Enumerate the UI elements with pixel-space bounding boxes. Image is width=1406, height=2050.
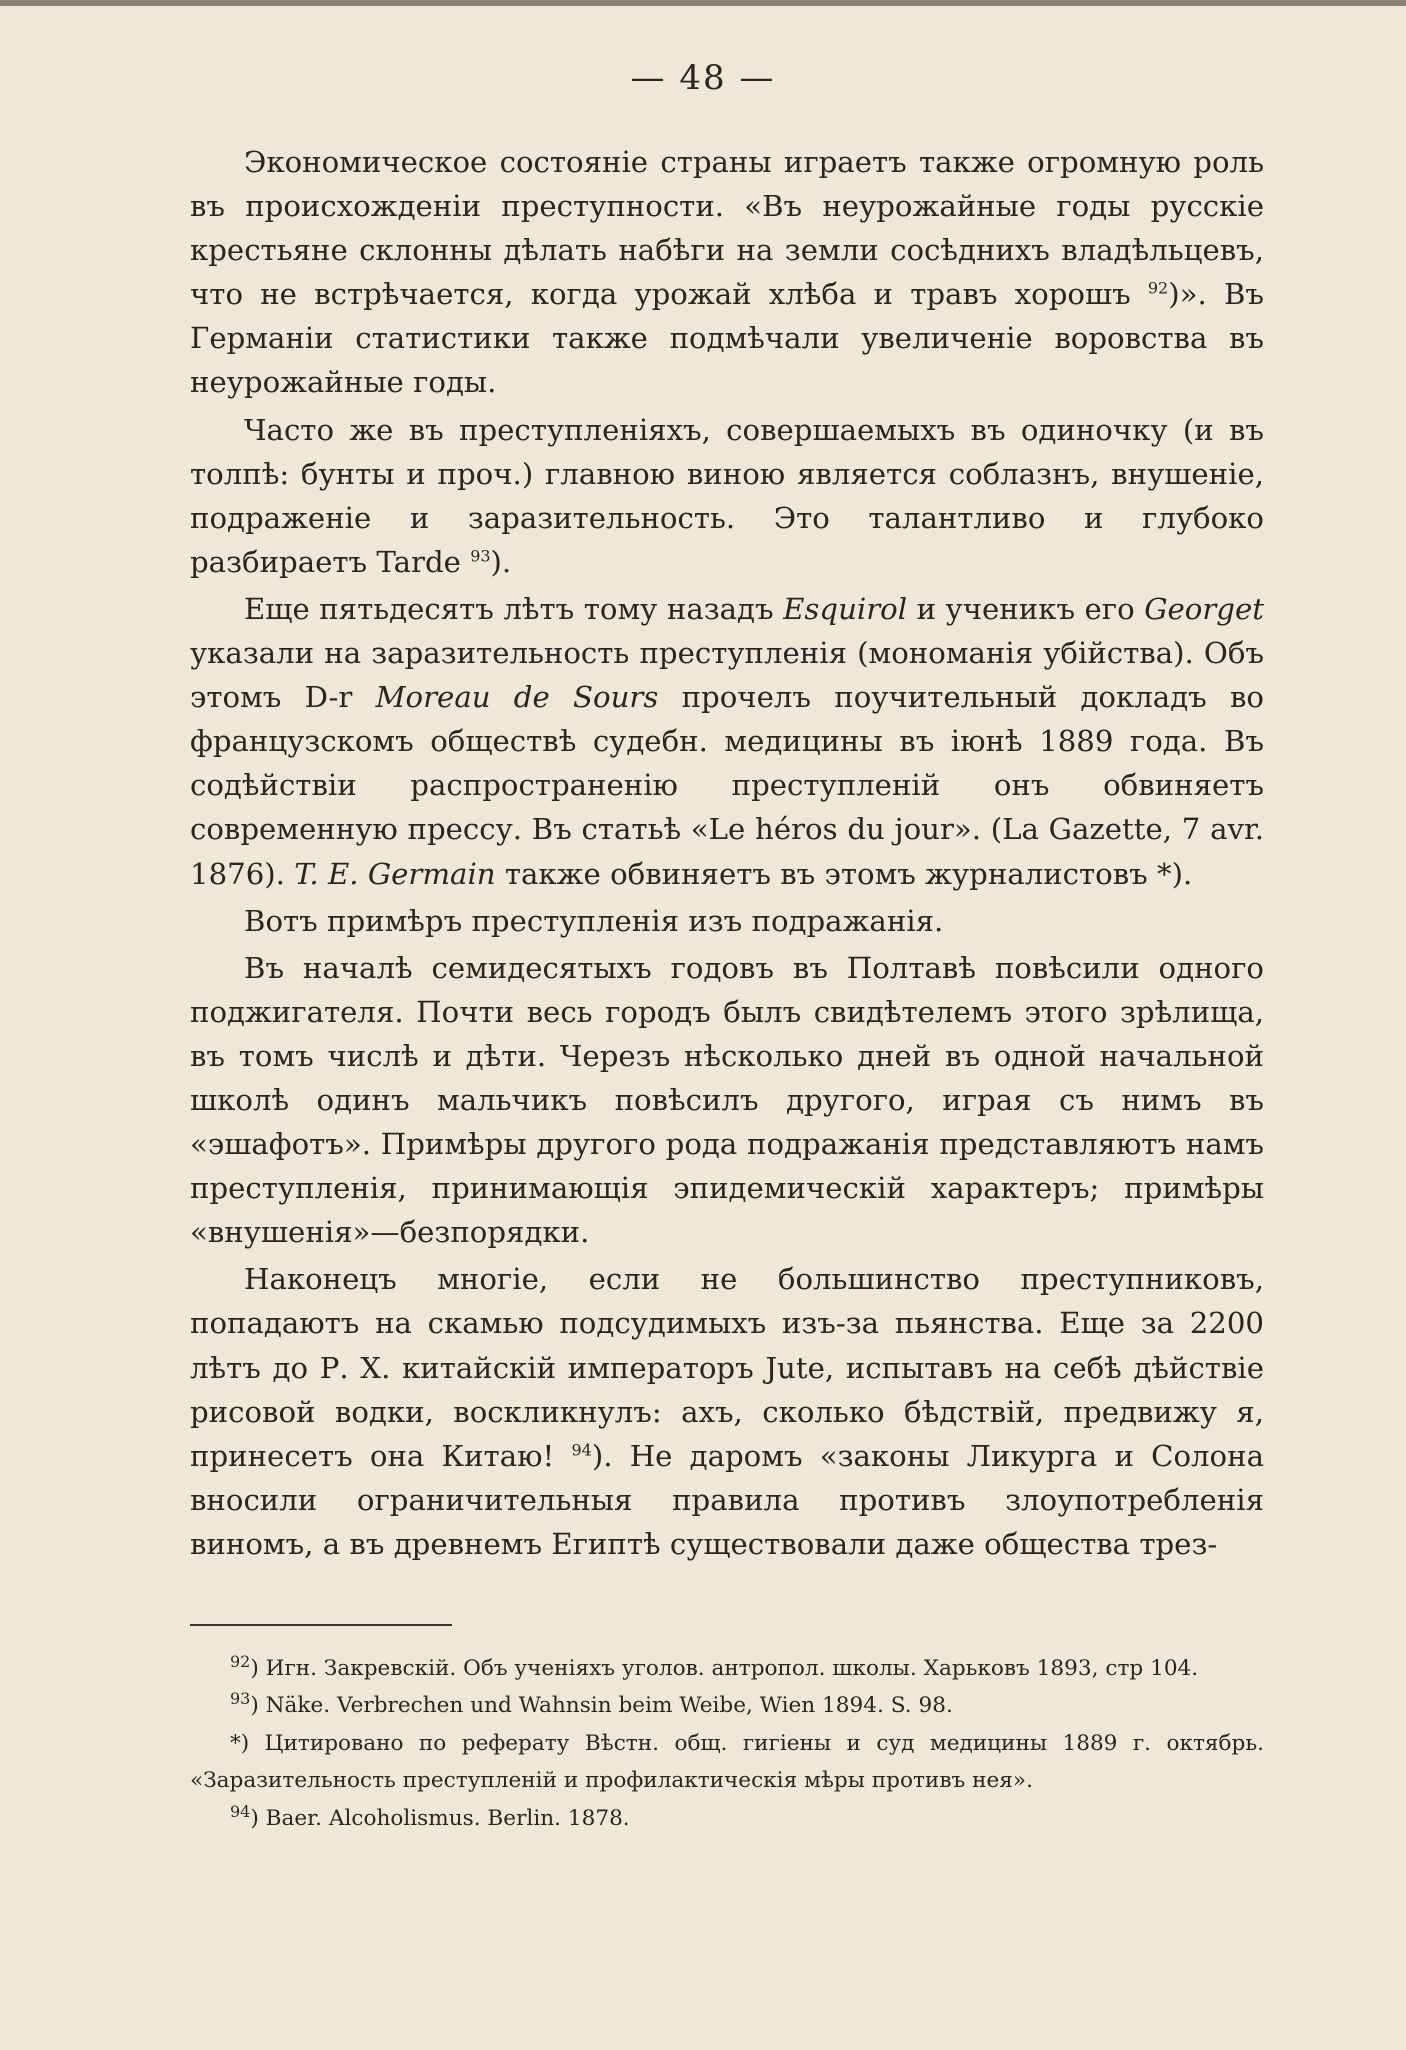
footnote-text: ) Игн. Закревскій. Объ ученіяхъ уголов. антропол. школы. Харьковъ 1893, стр 104. — [250, 1656, 1199, 1681]
footnotes — [190, 1650, 1264, 1837]
body-text — [190, 140, 1264, 1566]
paragraph-drunkenness — [190, 1257, 1264, 1566]
footnote-marker: 94 — [230, 1801, 251, 1821]
paragraph-text: и ученикъ его — [907, 591, 1145, 626]
author-name: Georget — [1144, 591, 1264, 626]
author-name: T. E. Germain — [294, 856, 496, 891]
paragraph-poltava: Въ началѣ семидесятыхъ годовъ въ Полтавѣ повѣсили одного поджигателя. Почти весь городъ былъ свидѣтелемъ этого зрѣлища, въ томъ числѣ и дѣти. Черезъ нѣсколько дней въ одной начальной школѣ одинъ мальчикъ повѣсилъ другого, играя съ нимъ въ «эшафотъ». Примѣры другого рода подражанія представляютъ намъ преступленія, принимающія эпидемическій характеръ; примѣры «внушенія»—безпорядки. — [190, 950, 1264, 1250]
paragraph-text: ). — [490, 544, 512, 579]
footnote-93 — [190, 1687, 1264, 1724]
paragraph-text: прочелъ поучительный докладъ во французскомъ обществѣ судебн. медицины въ іюнѣ 1889 года. Въ содѣйствіи распространенію преступленій онъ обвиняетъ современную прессу. Въ статьѣ «Le héros du jour». (La Gazette, 7 avr. 1876). — [190, 680, 1265, 891]
paragraph-contagion — [190, 587, 1264, 896]
footnote-92 — [190, 1650, 1264, 1687]
footnote-marker: 92 — [230, 1651, 251, 1671]
footnote-94 — [190, 1800, 1264, 1837]
paragraph-text: указали на заразительность преступленія (мономанія убійства). Объ этомъ D-r — [190, 636, 1264, 715]
footnote-ref-93: 93 — [470, 546, 491, 566]
footnote-marker: 93 — [230, 1689, 251, 1709]
paragraph-text: Часто же въ преступленіяхъ, совершаемыхъ въ одиночку (и въ толпѣ: бунты и проч.) главною виною является соблазнъ, внушеніе, подражeніе и заразительность. Это талантливо и глубоко разбираетъ Tarde — [190, 412, 1264, 579]
paragraph-example-intro: Вотъ примѣръ преступленія изъ подражанія. — [244, 903, 944, 938]
paragraph-imitation — [190, 408, 1264, 584]
paragraph-text: ). Не даромъ «законы Ликурга и Солона вносили ограничительныя правила противъ злоупотребленія виномъ, а въ древнемъ Египтѣ существовали даже общества трез- — [190, 1438, 1264, 1561]
paragraph-text: Еще пятьдесятъ лѣтъ тому назадъ — [244, 591, 784, 626]
paragraph-text: Наконецъ многіе, если не большинство преступниковъ, попадаютъ на скамью подсудимыхъ изъ-за пьянства. Еще за 2200 лѣтъ до Р. Х. китайскій императоръ Jute, испытавъ на себѣ дѣйствіе рисовой водки, воскликнулъ: ахъ, сколько бѣдствій, предвижу я, принесетъ она Китаю! — [190, 1262, 1264, 1473]
author-name: Esquirol — [783, 591, 908, 626]
footnote-text: ) Näke. Verbrechen und Wahnsin beim Weibe, Wien 1894. S. 98. — [250, 1693, 953, 1719]
footnote-ref-94: 94 — [571, 1439, 592, 1459]
page-number: — 48 — — [630, 58, 776, 98]
footnote-star: *) Цитировано по реферату Вѣстн. общ. гигіены и суд медицины 1889 г. октябрь. «Заразительность преступленій и профилактическія мѣры противъ нея». — [190, 1730, 1264, 1794]
page-top-edge — [0, 0, 1406, 6]
footnote-divider — [190, 1624, 452, 1626]
paragraph-text: Экономическое состояніе страны играетъ также огромную роль въ происхожденіи преступности. «Въ неурожайные годы русскіе крестьяне склонны дѣлать набѣги на земли сосѣднихъ владѣльцевъ, что не встрѣчается, когда урожай хлѣба и травъ хорошъ — [190, 145, 1264, 312]
paragraph-text: )». Въ Германіи статистики также подмѣчали увеличеніе воровства въ неурожайные годы. — [190, 277, 1264, 400]
footnote-text: ) Baer. Alcoholismus. Berlin. 1878. — [250, 1805, 630, 1831]
author-name: Moreau de Sours — [375, 680, 659, 715]
footnote-ref-92: 92 — [1147, 278, 1169, 298]
paragraph-text: также обвиняетъ въ этомъ журналистовъ *). — [495, 856, 1193, 891]
paragraph-economy — [190, 140, 1264, 405]
